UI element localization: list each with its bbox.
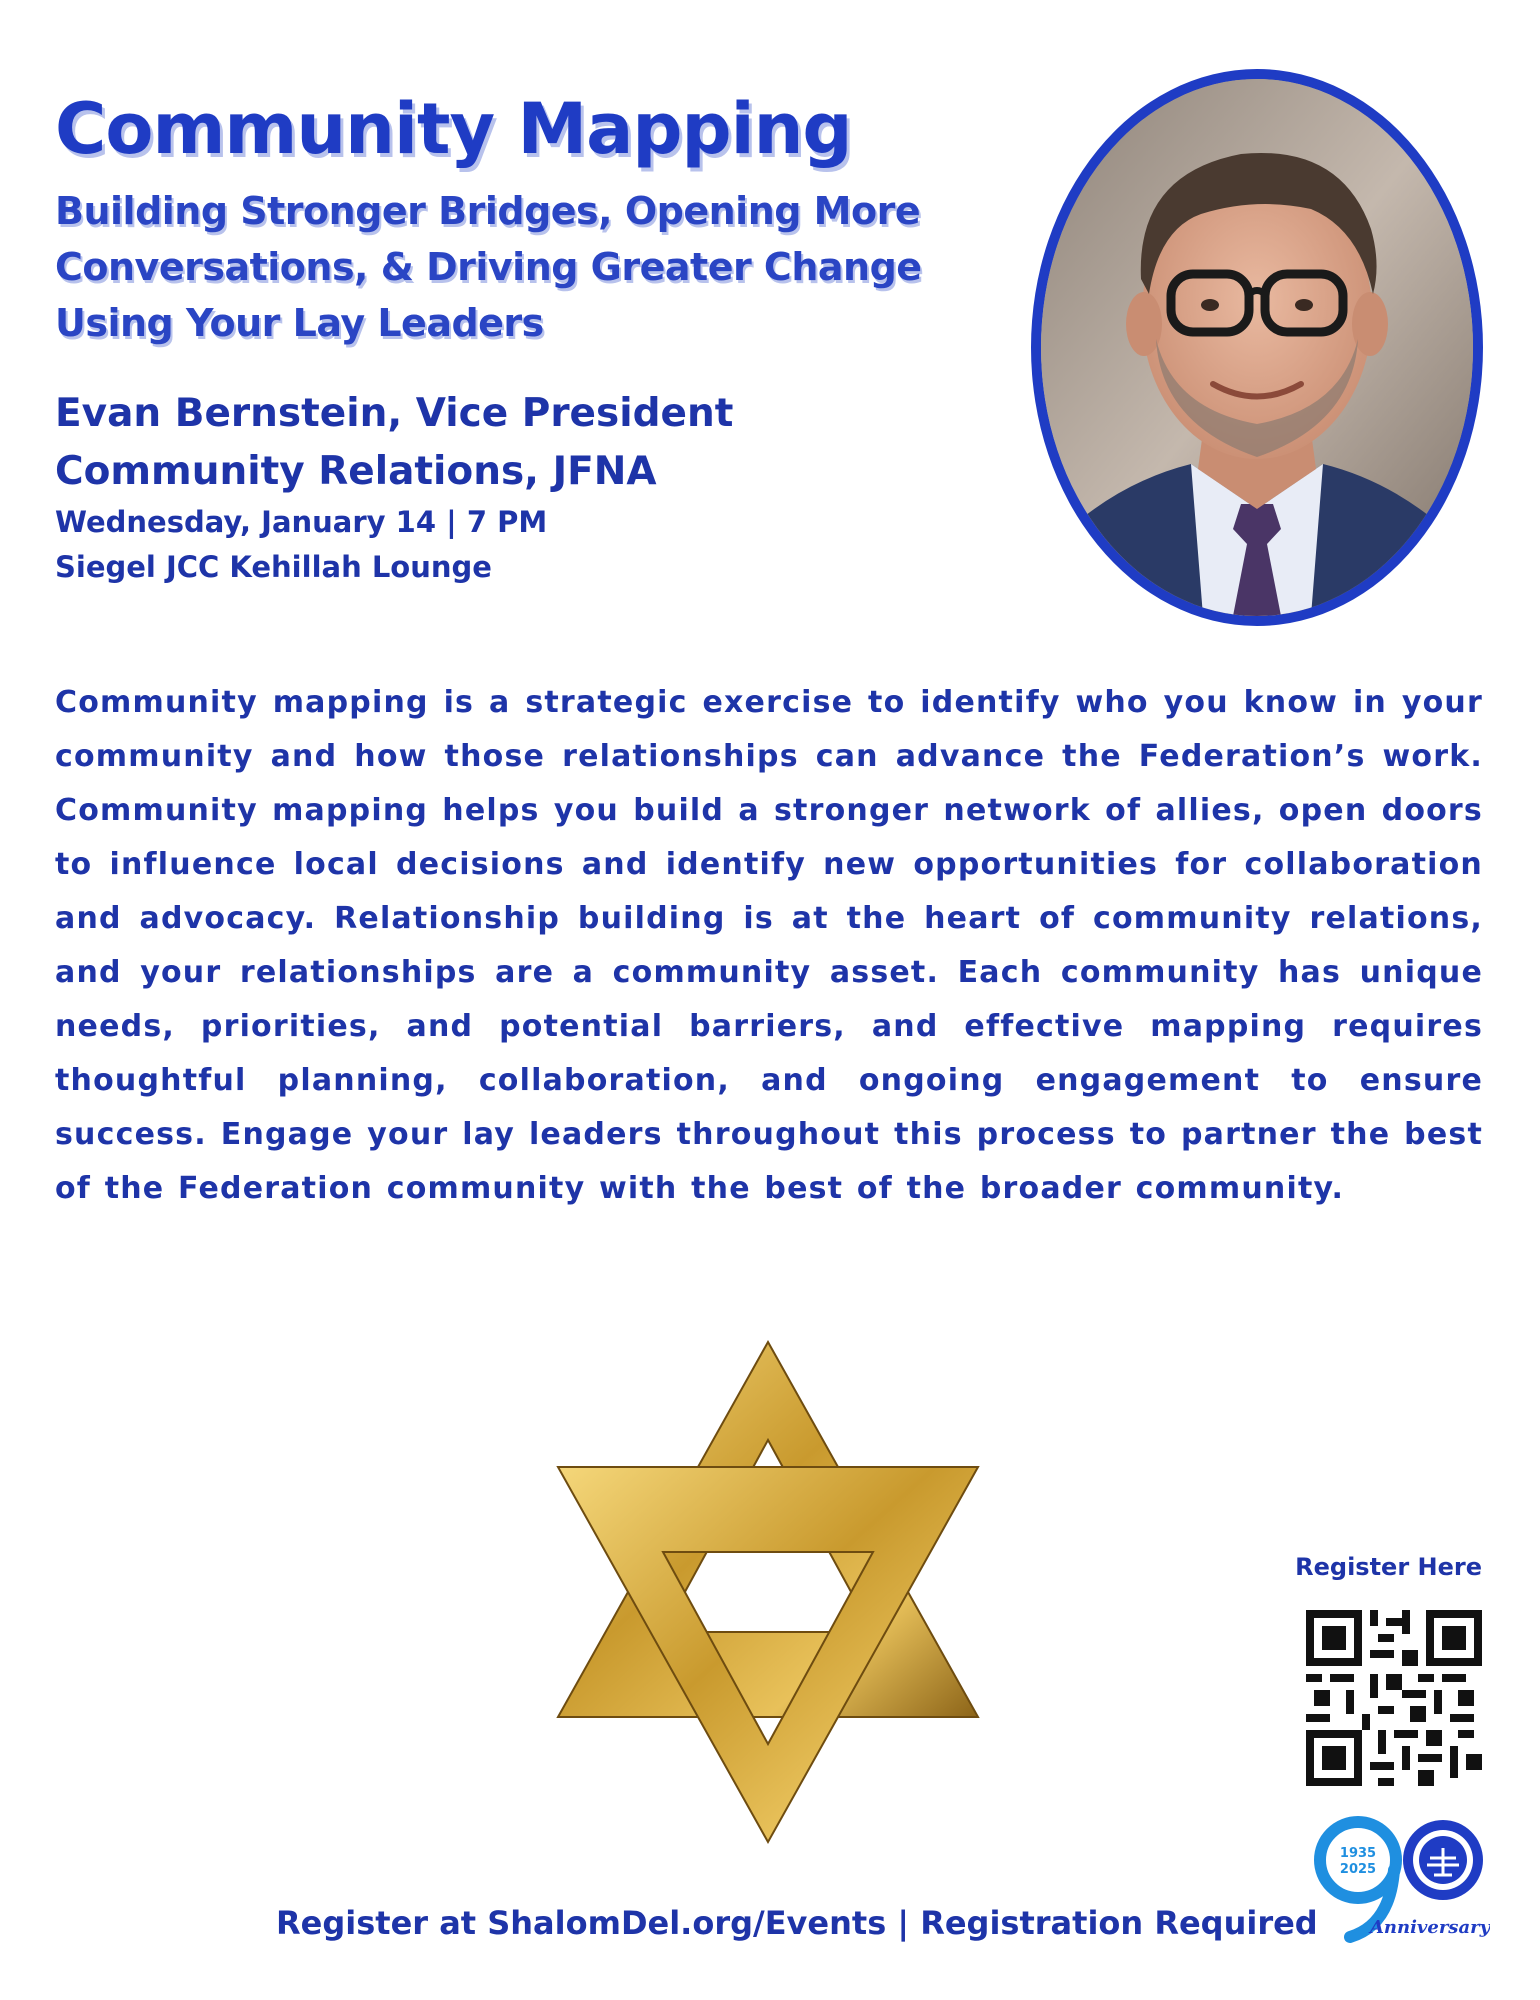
speaker-portrait-illustration [1041,79,1473,616]
anniversary-year-end: 2025 [1339,1862,1377,1877]
registration-footer[interactable]: Register at ShalomDel.org/Events | Registration Required [276,1904,1318,1942]
page-title: Community Mapping [55,88,852,170]
subtitle-line: Conversations, & Driving Greater Change [55,245,922,289]
speaker-organization: Community Relations, JFNA [55,449,657,494]
speaker-name-title: Evan Bernstein, Vice President [55,391,734,436]
page-subtitle [55,183,1015,351]
speaker-info [55,385,733,501]
event-date-time: Wednesday, January 14 | 7 PM [55,505,548,539]
register-here-label: Register Here [1295,1553,1482,1581]
event-details [55,500,547,590]
speaker-photo [1031,69,1483,626]
event-location: Siegel JCC Kehillah Lounge [55,550,492,584]
subtitle-line: Using Your Lay Leaders [55,301,544,345]
anniversary-script: Anniversary [1369,1917,1490,1938]
anniversary-year-start: 1935 [1339,1846,1377,1861]
registration-qr-code[interactable] [1306,1610,1482,1786]
subtitle-line: Building Stronger Bridges, Opening More [55,189,921,233]
event-description: Community mapping is a strategic exercise to identify who you know in your community and how those relationships can advance the Federation’s work. Community mapping helps you build a stronger network of allies, open doors to influence local decisions and identify new opportunities for collaboration and advocacy. Relationship building is at the heart of community relations, and your relationships are a community asset. Each community has unique needs, priorities, and potential barriers, and effective mapping requires thoughtful planning, collaboration, and ongoing engagement to ensure success. Engage your lay leaders throughout this process to partner the best of the Federation community with the best of the broader community. [55,685,1483,1206]
90th-anniversary-logo [1310,1815,1490,1945]
star-of-david-icon [548,1332,988,1852]
